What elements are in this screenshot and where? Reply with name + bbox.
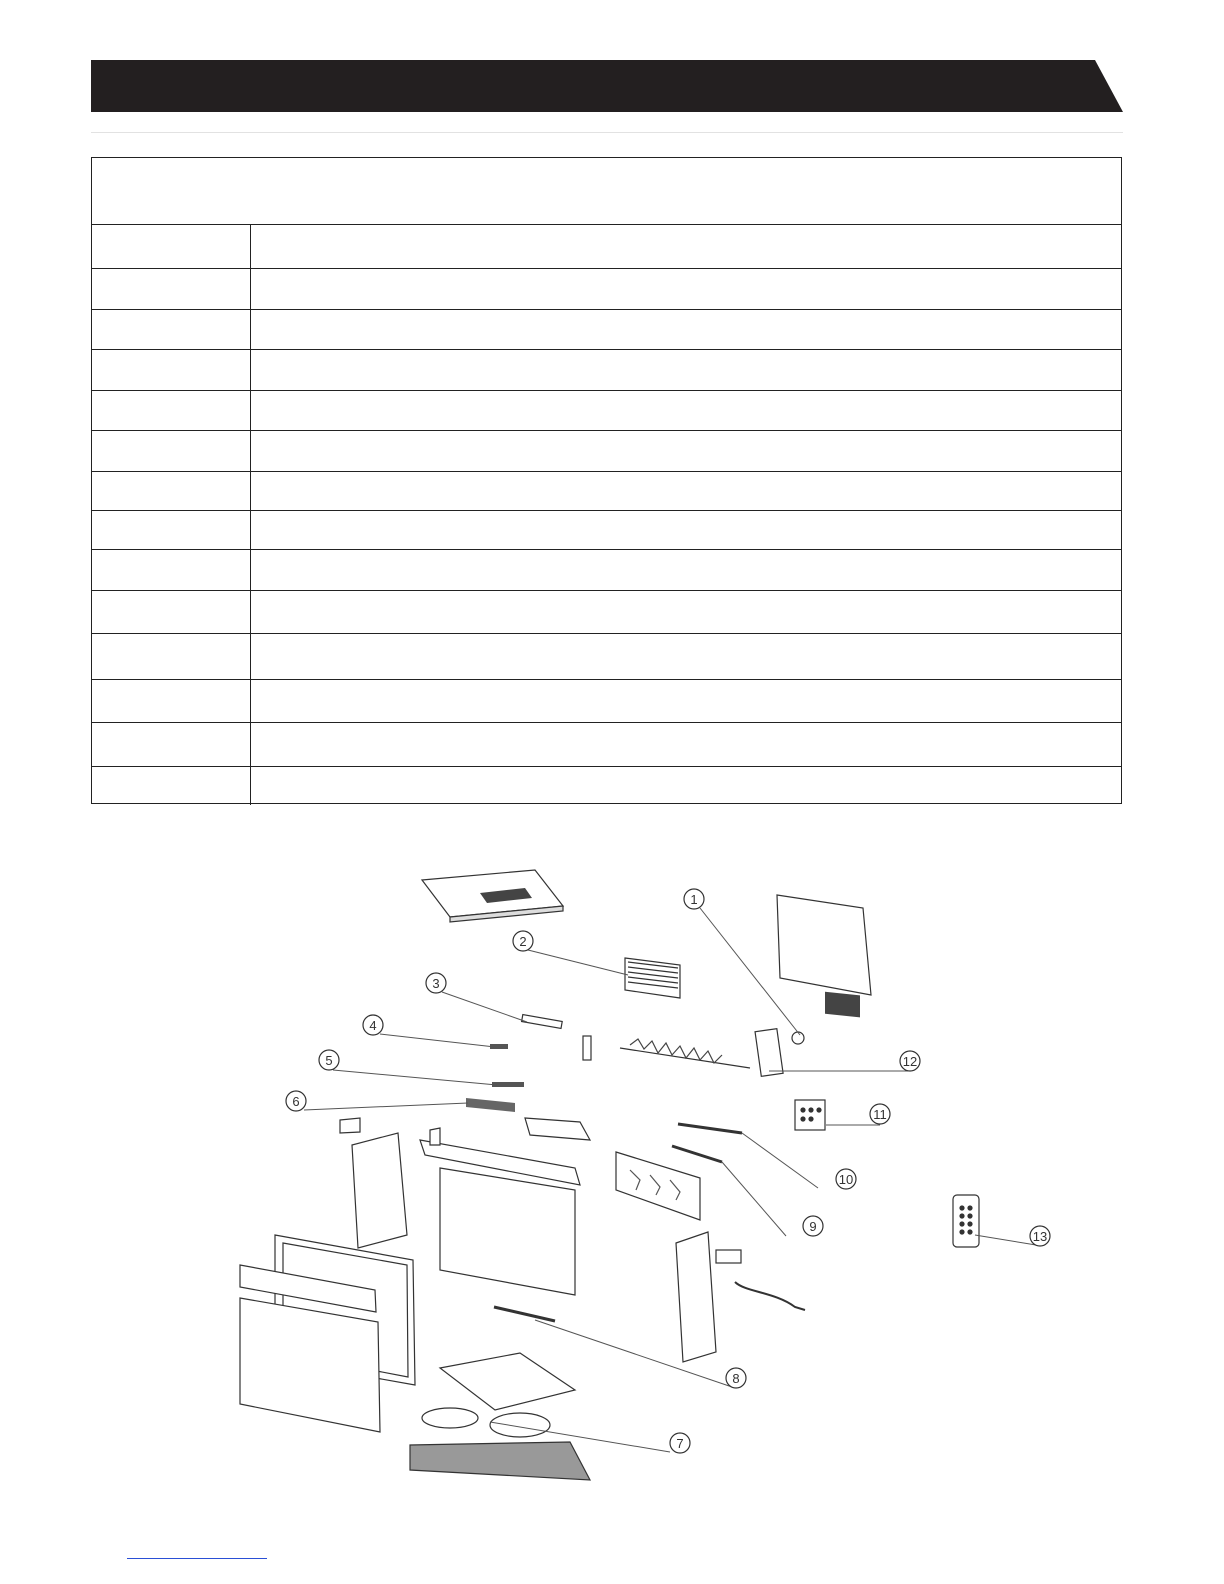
exploded-view-diagram xyxy=(0,850,1224,1510)
svg-text:5: 5 xyxy=(325,1053,333,1068)
control-board-part xyxy=(795,1100,825,1130)
part-name-cell xyxy=(251,269,1121,309)
part-number-cell xyxy=(92,269,251,309)
bottom-rail-part xyxy=(494,1307,555,1321)
svg-text:11: 11 xyxy=(873,1107,887,1122)
part-number-cell xyxy=(92,511,251,549)
part-number-cell xyxy=(92,310,251,349)
table-row xyxy=(92,550,1121,591)
part-name-cell xyxy=(251,634,1121,679)
heater-fan-part xyxy=(625,958,680,998)
flame-motor-assembly xyxy=(583,1029,804,1077)
part-number-cell xyxy=(92,591,251,633)
part-name-cell xyxy=(251,511,1121,549)
part-name-cell xyxy=(251,431,1121,471)
part-name-cell xyxy=(251,310,1121,349)
table-row xyxy=(92,269,1121,310)
part-name-cell xyxy=(251,472,1121,510)
parts-list-table xyxy=(91,157,1122,804)
svg-text:3: 3 xyxy=(432,976,440,991)
part-name-cell xyxy=(251,391,1121,430)
callout-2 xyxy=(513,931,533,951)
table-row xyxy=(92,591,1121,634)
svg-text:12: 12 xyxy=(902,1054,918,1069)
callout-13 xyxy=(1030,1226,1050,1246)
svg-text:10: 10 xyxy=(838,1172,854,1187)
left-side-panel xyxy=(340,1118,407,1248)
part-number-cell xyxy=(92,767,251,805)
callout-9 xyxy=(803,1216,823,1236)
svg-text:2: 2 xyxy=(519,934,527,949)
ember-bed-base xyxy=(440,1353,575,1410)
table-header xyxy=(92,158,1121,225)
power-cord xyxy=(735,1282,805,1310)
led-bar-part xyxy=(672,1146,722,1162)
bracket-part xyxy=(522,1015,563,1029)
callout-7 xyxy=(670,1433,690,1453)
footer-underline-link[interactable] xyxy=(127,1558,267,1559)
svg-text:6: 6 xyxy=(292,1094,300,1109)
glass-panel xyxy=(440,1168,575,1295)
svg-text:13: 13 xyxy=(1032,1229,1048,1244)
svg-text:1: 1 xyxy=(690,892,698,907)
callout-10 xyxy=(836,1169,856,1189)
flame-screen xyxy=(616,1152,700,1220)
callout-1 xyxy=(684,889,704,909)
callout-3 xyxy=(426,973,446,993)
light-strip-part xyxy=(466,1098,515,1112)
svg-text:7: 7 xyxy=(676,1436,684,1451)
part-number-cell xyxy=(92,350,251,390)
svg-text:8: 8 xyxy=(732,1371,740,1386)
header-divider xyxy=(91,132,1123,133)
table-row xyxy=(92,225,1121,269)
table-row xyxy=(92,310,1121,350)
part-number-cell xyxy=(92,225,251,268)
callout-6 xyxy=(286,1091,306,1111)
table-row xyxy=(92,723,1121,767)
part-name-cell xyxy=(251,225,1121,268)
callout-8 xyxy=(726,1368,746,1388)
back-panel xyxy=(777,895,871,1017)
table-row xyxy=(92,634,1121,680)
part-name-cell xyxy=(251,767,1121,805)
section-header-banner xyxy=(91,60,1123,112)
callout-4 xyxy=(363,1015,383,1035)
table-row xyxy=(92,391,1121,431)
log-set-part xyxy=(410,1408,590,1480)
svg-text:9: 9 xyxy=(809,1219,817,1234)
part-number-cell xyxy=(92,723,251,766)
top-panel xyxy=(422,870,563,922)
part-number-cell xyxy=(92,472,251,510)
part-number-cell xyxy=(92,680,251,722)
callout-5 xyxy=(319,1050,339,1070)
table-row xyxy=(92,767,1121,805)
table-row xyxy=(92,472,1121,511)
rail-part xyxy=(678,1124,742,1133)
part-number-cell xyxy=(92,391,251,430)
table-row xyxy=(92,511,1121,550)
svg-text:4: 4 xyxy=(369,1018,377,1033)
table-row xyxy=(92,680,1121,723)
part-number-cell xyxy=(92,634,251,679)
part-number-cell xyxy=(92,550,251,590)
table-row xyxy=(92,350,1121,391)
front-glass-door xyxy=(240,1298,380,1432)
right-side-panel xyxy=(676,1232,741,1362)
part-name-cell xyxy=(251,591,1121,633)
remote-control-part xyxy=(953,1195,979,1247)
part-name-cell xyxy=(251,550,1121,590)
part-name-cell xyxy=(251,680,1121,722)
callout-11 xyxy=(870,1104,890,1124)
part-number-cell xyxy=(92,431,251,471)
part-name-cell xyxy=(251,350,1121,390)
callout-12 xyxy=(900,1051,920,1071)
table-row xyxy=(92,431,1121,472)
part-name-cell xyxy=(251,723,1121,766)
